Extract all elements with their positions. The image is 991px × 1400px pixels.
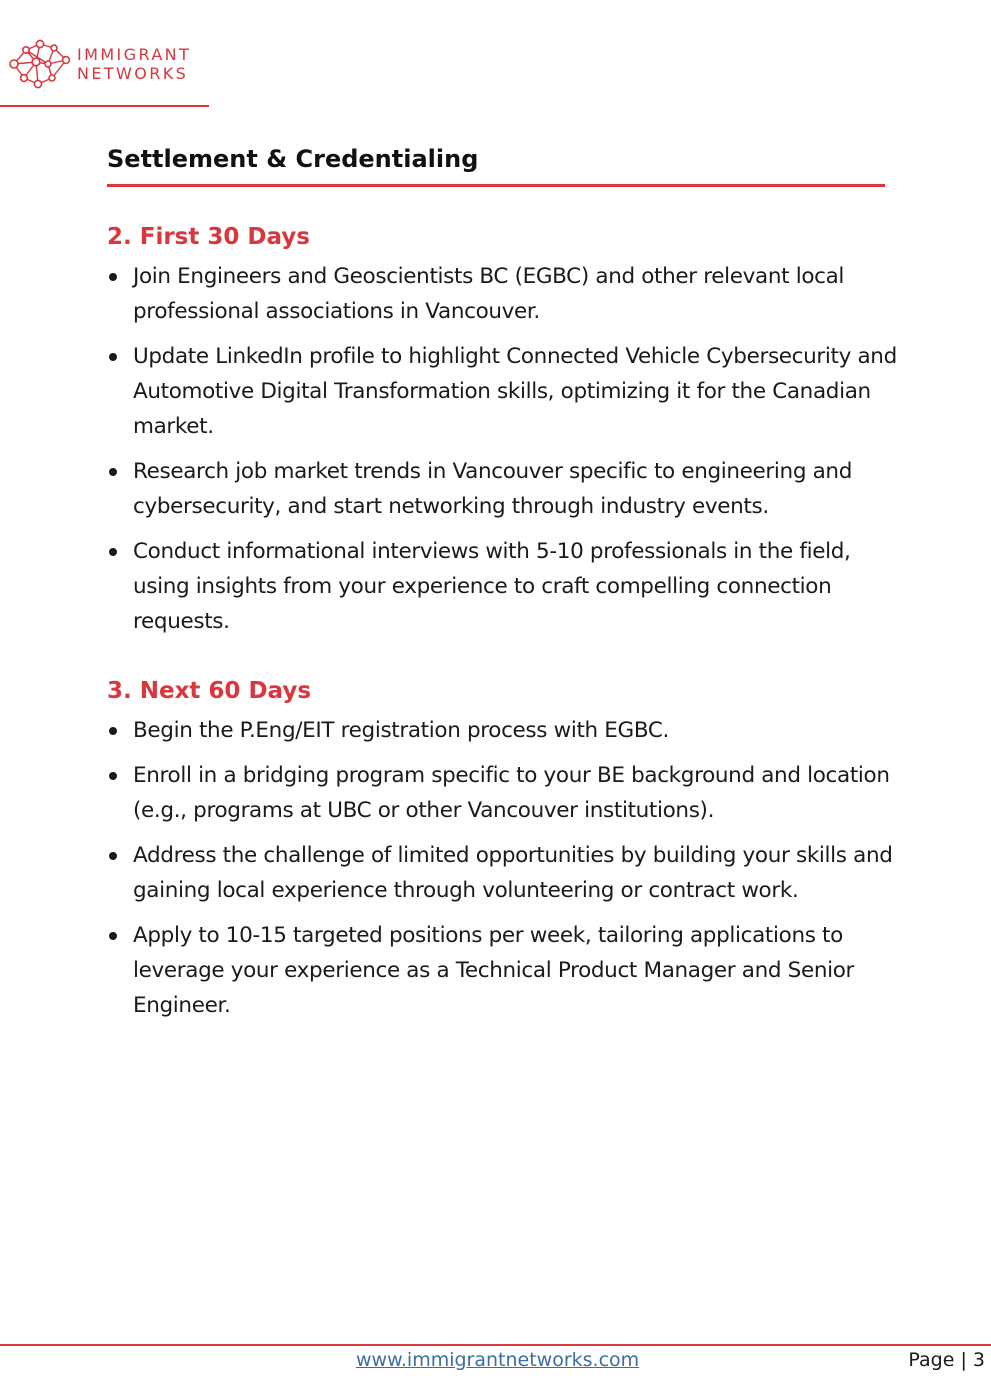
bullet-icon <box>109 353 117 361</box>
phase-next-60-days <box>107 675 897 1033</box>
list-item-text: Enroll in a bridging program specific to your BE background and location (e.g., programs at UBC or other Vancouver institutions). <box>133 763 890 823</box>
bullet-icon <box>109 468 117 476</box>
phase-list <box>107 259 897 639</box>
footer-divider <box>0 1344 991 1346</box>
bullet-icon <box>109 727 117 735</box>
page-number: Page | 3 <box>908 1349 985 1371</box>
list-item <box>107 454 897 524</box>
bullet-icon <box>109 932 117 940</box>
section-divider <box>107 184 885 187</box>
list-item-text: Conduct informational interviews with 5-10 professionals in the field, using insights from your experience to craft compelling connection requests. <box>133 539 851 634</box>
phase-heading: 3. Next 60 Days <box>107 678 312 704</box>
list-item <box>107 713 897 748</box>
list-item-text: Update LinkedIn profile to highlight Connected Vehicle Cybersecurity and Automotive Digital Transformation skills, optimizing it for the Canadian market. <box>133 344 897 439</box>
network-nodes-icon <box>6 38 72 90</box>
phase-list <box>107 713 897 1023</box>
brand-name <box>77 45 191 83</box>
phase-heading: 2. First 30 Days <box>107 224 310 250</box>
list-item <box>107 339 897 444</box>
list-item <box>107 534 897 639</box>
list-item-text: Research job market trends in Vancouver specific to engineering and cybersecurity, and start networking through industry events. <box>133 459 852 519</box>
header-divider <box>0 105 209 107</box>
list-item-text: Address the challenge of limited opportunities by building your skills and gaining local experience through volunteering or contract work. <box>133 843 893 903</box>
list-item-text: Join Engineers and Geoscientists BC (EGBC) and other relevant local professional associations in Vancouver. <box>133 264 845 324</box>
list-item-text: Apply to 10-15 targeted positions per week, tailoring applications to leverage your experience as a Technical Product Manager and Senior Engineer. <box>133 923 855 1018</box>
brand-name-line1: IMMIGRANT <box>77 45 192 64</box>
list-item <box>107 259 897 329</box>
phase-first-30-days <box>107 221 897 649</box>
bullet-icon <box>109 772 117 780</box>
page-header <box>0 0 210 108</box>
brand-name-line2: NETWORKS <box>77 64 189 83</box>
list-item <box>107 758 897 828</box>
bullet-icon <box>109 273 117 281</box>
list-item-text: Begin the P.Eng/EIT registration process with EGBC. <box>133 718 670 743</box>
list-item <box>107 918 897 1023</box>
section-title: Settlement & Credentialing <box>107 145 479 173</box>
bullet-icon <box>109 852 117 860</box>
list-item <box>107 838 897 908</box>
bullet-icon <box>109 548 117 556</box>
footer-website-link[interactable]: www.immigrantnetworks.com <box>356 1349 640 1371</box>
